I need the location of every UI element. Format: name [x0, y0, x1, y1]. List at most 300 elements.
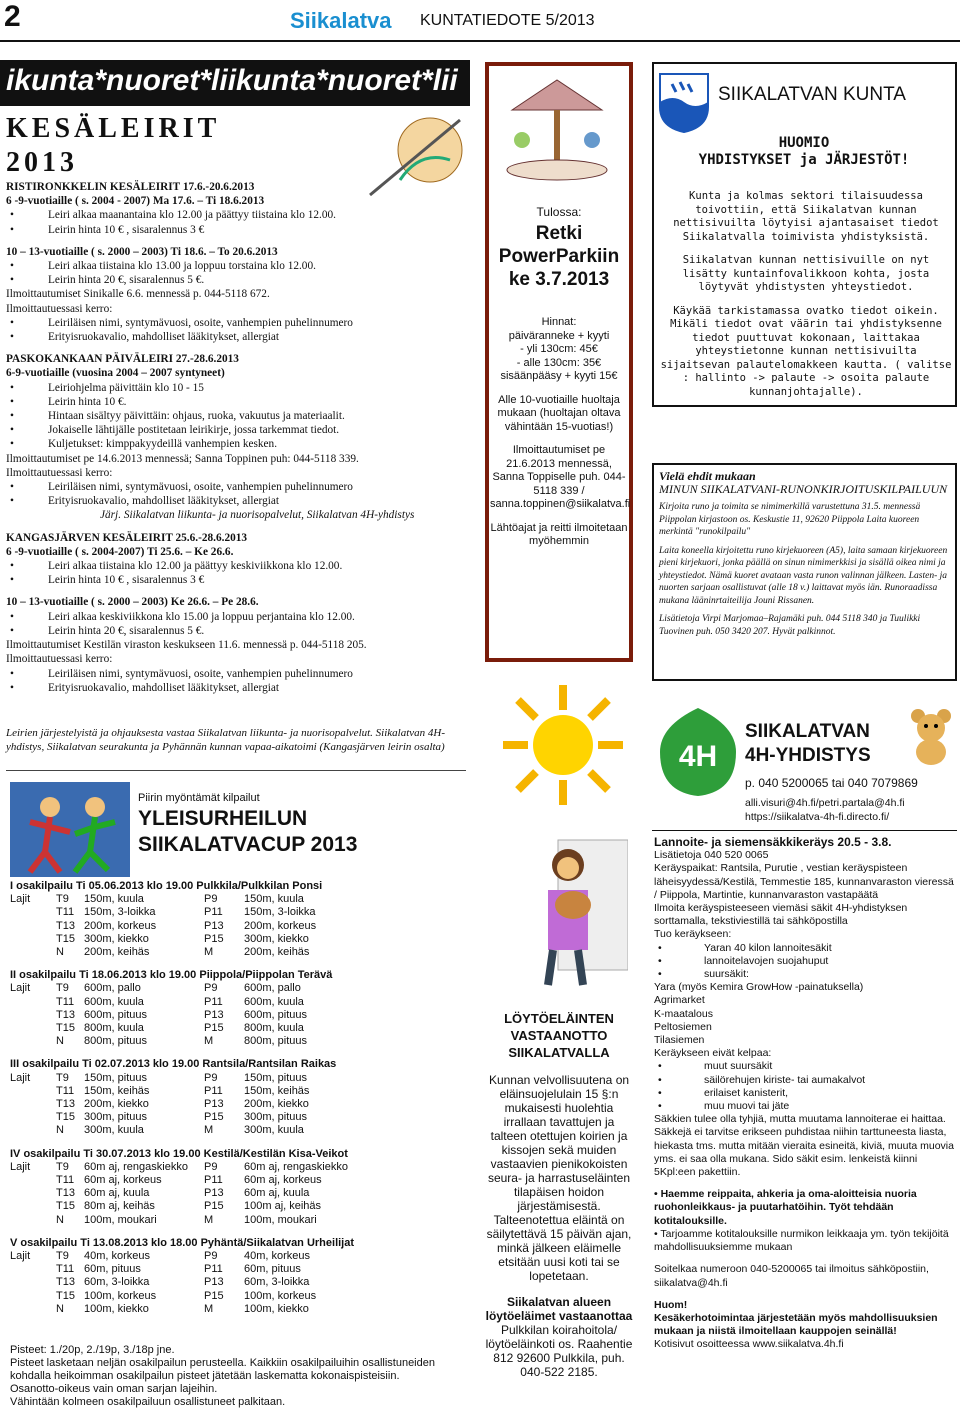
collection-line: K-maatalous	[654, 1007, 713, 1020]
cup-cell: 200m, korkeus	[84, 919, 157, 932]
trip-line: Lähtöajat ja reitti ilmoitetaan myöhemmin	[490, 521, 628, 547]
cup-cell: 300m, pituus	[244, 1111, 307, 1124]
cup-cell: Lajit	[10, 1160, 31, 1173]
cup-event-row	[10, 1214, 470, 1227]
spacer	[10, 959, 470, 969]
spacer	[6, 523, 466, 531]
cup-cell: 800m, kuula	[84, 1022, 144, 1035]
cup-cell: P15	[204, 932, 224, 945]
cup-cell	[10, 920, 56, 933]
camp-heading	[6, 112, 220, 180]
cup-cell	[10, 1263, 56, 1276]
camp-line: • Erityisruokavalio, mahdolliset lääkitykset, allergiat	[6, 330, 466, 344]
cup-cell: T15	[56, 1022, 75, 1035]
camp-heading-line: KESÄLEIRIT	[6, 113, 221, 144]
cup-cell: 800m, pituus	[244, 1035, 307, 1048]
cup-cell: 200m, kiekko	[244, 1098, 309, 1111]
cup-round-heading: I osakilpailu Ti 05.06.2013 klo 19.00 Pulkkila/Pulkkilan Ponsi	[10, 880, 323, 892]
cup-cell	[10, 1174, 56, 1187]
cup-event-row	[10, 1035, 470, 1048]
cup-cell: N	[56, 1213, 64, 1226]
cup-cell	[10, 933, 56, 946]
cup-event-row	[10, 906, 470, 919]
runners-illustration	[10, 782, 130, 877]
cup-cell: Lajit	[10, 893, 31, 906]
cup-cell: P9	[204, 1160, 218, 1173]
cup-cell: P9	[204, 982, 218, 995]
cup-cell: 200m, keihäs	[244, 946, 310, 959]
cup-cell: 60m aj, korkeus	[244, 1174, 322, 1187]
collection-line: Yara (myös Kemira GrowHow -painatuksella)	[654, 981, 864, 994]
cup-cell	[10, 1098, 56, 1111]
cup-cell: 600m, kuula	[84, 995, 144, 1008]
trip-line: - alle 130cm: 35€	[516, 356, 602, 369]
cup-cell: 300m, kuula	[244, 1124, 304, 1137]
cup-cell: 150m, keihäs	[244, 1084, 310, 1097]
cup-event-row	[10, 920, 470, 933]
spacer	[490, 384, 628, 394]
cup-cell: P13	[204, 919, 224, 932]
4h-email[interactable]: alli.visuri@4h.fi/petri.partala@4h.fi	[745, 797, 905, 809]
camps-footnote: Leirien järjestelyistä ja ohjauksesta vastaa Siikalatvan liikunta- ja nuorisopalvelut. Siikalatvan 4H-yhdistys, Siikalatvan seurakunta ja Pyhännän kunnan vapaa-aikatoimi (Kangasjärven leirin osalta)	[6, 727, 446, 753]
collection-line: Agrimarket	[654, 994, 705, 1007]
cup-cell: T11	[56, 1263, 75, 1276]
camp-line: • Jokaiselle lähtijälle postitetaan leirikirje, jossa tarkemmat tiedot.	[6, 423, 466, 437]
collection-line: Lisätietoja 040 520 0065	[654, 849, 769, 862]
cup-cell: M	[204, 1302, 214, 1315]
cup-cell: 60m aj, korkeus	[84, 1174, 162, 1187]
collection-line: • säilörehujen kiriste- tai aumakalvot	[654, 1074, 954, 1087]
cup-cell: M	[204, 1213, 214, 1226]
collection-line: • muu muovi tai jäte	[654, 1100, 954, 1113]
lost-animals	[485, 1010, 633, 1379]
cup-cell: 60m aj, kuula	[244, 1187, 310, 1200]
cup-cell: Lajit	[10, 982, 31, 995]
collection-line: Keräyspaikat: Rantsila, Purutie , vestian keräyspisteen läheisyydessä/Kestilä, Temmestie 185, kunnanvaraston vieressä / Piippola, Martintie, kunnanvaraston vastapäätä	[654, 862, 954, 901]
cup-cell: M	[204, 1124, 214, 1137]
cup-cell: 60m, pituus	[84, 1263, 141, 1276]
cup-cell: Lajit	[10, 1071, 31, 1084]
divider	[6, 770, 466, 771]
cup-cell: 150m, 3-loikka	[244, 906, 316, 919]
cup-cell: P13	[204, 1098, 224, 1111]
collection-line: Keräykseen eivät kelpaa:	[654, 1047, 772, 1060]
cup-event-row	[10, 933, 470, 946]
cup-cell: 150m, 3-loikka	[84, 906, 156, 919]
cup-cell: 60m aj, kuula	[84, 1187, 150, 1200]
trip-upcoming: Tulossa:	[536, 205, 582, 219]
spacer	[6, 587, 466, 595]
trip-line: Alle 10-vuotiaille huoltaja mukaan (huoltajan oltava vähintään 15-vuotias!)	[497, 393, 621, 433]
cup-cell: 600m, pituus	[84, 1008, 147, 1021]
cup-cell: P13	[204, 1276, 224, 1289]
contest-paragraph: Lisätietoja Virpi Marjomaa–Rajamäki puh. 044 5118 340 ja Tuulikki Tuovinen puh. 050 3420 207. Hyvät palkinnot.	[659, 614, 921, 637]
cup-cell: Lajit	[10, 1250, 31, 1263]
cup-cell	[10, 1187, 56, 1200]
contest-paragraph: Kirjoita runo ja toimita se nimimerkillä varustettuna 31.5. mennessä Piippolan kirjastoon os. Keskustie 11, 92620 Piippola Laita kuoreen merkintä "runokilpailu"	[659, 502, 921, 537]
cup-event-row	[10, 1098, 470, 1111]
cup-cell: T9	[56, 1071, 69, 1084]
cup-cell	[10, 1214, 56, 1227]
cup-event-row	[10, 1009, 470, 1022]
cup-event-row	[10, 1111, 470, 1124]
collection-line: Kotisivut osoitteessa www.siikalatva.4h.fi	[654, 1338, 844, 1351]
camp-line: 10 – 13-vuotiaille ( s. 2000 – 2003) Ke 26.6. – Pe 28.6.	[6, 596, 259, 609]
cup-cell: T9	[56, 982, 69, 995]
sack-collection	[654, 836, 954, 1352]
bear-mascot-icon	[906, 706, 956, 766]
cup-points-line: Pisteet: 1./20p, 2./19p, 3./18p jne.	[10, 1344, 175, 1356]
cup-cell: 200m, keihäs	[84, 946, 150, 959]
cup-event-row	[10, 982, 470, 995]
cup-cell: T13	[56, 1276, 75, 1289]
lost-animals-title: LÖYTÖELÄINTEN	[504, 1011, 614, 1026]
contest-title: MINUN SIIKALATVANI-RUNONKIRJOITUSKILPAILUUN	[659, 481, 948, 496]
camp-line: • Leiri alkaa tiistaina klo 12.00 ja päättyy keskiviikkona klo 12.00.	[6, 559, 466, 573]
cup-cell: P13	[204, 1187, 224, 1200]
cup-title-line: YLEISURHEILUN	[138, 807, 308, 830]
header-rule	[0, 40, 960, 42]
cup-cell: P11	[204, 1263, 223, 1276]
cup-event-row	[10, 1290, 470, 1303]
cup-cell: N	[56, 946, 64, 959]
cup-event-row	[10, 1250, 470, 1263]
4h-title	[745, 720, 871, 768]
cup-event-row	[10, 1263, 470, 1276]
page-number: 2	[4, 0, 21, 33]
camp-line: Ilmoittautuessasi kerro:	[6, 466, 113, 479]
carousel-illustration	[492, 70, 622, 190]
camp-line: Ilmoittautuessasi kerro:	[6, 302, 113, 315]
cup-round-heading: II osakilpailu Ti 18.06.2013 klo 19.00 Piippola/Piippolan Terävä	[10, 969, 333, 982]
cup-cell	[10, 1009, 56, 1022]
camp-listing	[6, 180, 466, 695]
cup-cell: 200m, kiekko	[84, 1098, 149, 1111]
spacer	[490, 512, 628, 522]
cup-title-line: SIIKALATVACUP 2013	[138, 833, 358, 856]
camp-line: Ilmoittautumiset Kestilän viraston keskukseen 11.6. mennessä p. 044-5118 205.	[6, 639, 367, 652]
cup-cell: T15	[56, 1289, 75, 1302]
camp-line: 6 -9-vuotiaille ( s. 2004-2007) Ti 25.6. – Ke 26.6.	[6, 545, 234, 558]
collection-line: Tilasiemen	[654, 1034, 705, 1047]
cup-cell: P11	[204, 1084, 223, 1097]
cup-event-row	[10, 946, 470, 959]
notice-title-line: HUOMIO	[778, 135, 830, 151]
cup-cell: 100m, korkeus	[84, 1289, 157, 1302]
camp-line: 6-9-vuotiaille (vuosina 2004 – 2007 syntyneet)	[6, 367, 225, 380]
cup-round-heading: III osakilpailu Ti 02.07.2013 klo 19.00 Rantsila/Rantsilan Raikas	[10, 1058, 337, 1071]
cup-cell: 60m aj, rengaskiekko	[244, 1160, 348, 1173]
cup-subtitle: Piirin myöntämät kilpailut	[138, 792, 260, 804]
camp-line: • Leirin hinta 20 €, sisaralennus 5 €.	[6, 273, 466, 287]
4h-website[interactable]: https://siikalatva-4h-fi.directo.fi/	[745, 811, 890, 823]
cup-cell	[10, 1290, 56, 1303]
collection-line: Huom!	[654, 1298, 688, 1311]
cup-cell: P11	[204, 906, 223, 919]
camp-line: RISTIRONKKELIN KESÄLEIRIT 17.6.-20.6.2013	[6, 181, 255, 193]
cup-cell: 200m, korkeus	[244, 919, 317, 932]
camp-line: PASKOKANKAAN PÄIVÄLEIRI 27.-28.6.2013	[6, 353, 239, 366]
collection-line: • Haemme reippaita, ahkeria ja oma-aloitteisia nuoria ruohonleikkaus- ja puutarhatöihin. Työt tehdään kotitalouksille.	[654, 1188, 917, 1227]
trip-line: - yli 130cm: 45€	[520, 343, 598, 355]
cup-cell: T9	[56, 893, 69, 906]
cup-cell: P9	[204, 1250, 218, 1263]
cup-points-line: Vähintään kolmeen osakilpailuun osallistuneet palkitaan.	[10, 1396, 286, 1408]
camp-line: • Leiriläisen nimi, syntymävuosi, osoite, vanhempien puhelinnumero	[6, 316, 466, 330]
camp-line: • Kuljetukset: kimppakyydeillä vanhempien kesken.	[6, 437, 466, 451]
camp-line: Ilmoittautumiset pe 14.6.2013 mennessä; Sanna Toppinen puh: 044-5118 339.	[6, 452, 359, 465]
trip-details	[490, 316, 631, 549]
cup-event-row	[10, 1200, 470, 1213]
camp-line: • Hintaan sisältyy päivittäin: ohjaus, ruoka, vakuutus ja materiaalit.	[6, 409, 466, 423]
camp-line: • Leirin hinta 10 €.	[6, 395, 466, 409]
4h-logo-icon	[658, 706, 738, 798]
camp-line: • Leiri alkaa tiistaina klo 13.00 ja loppuu torstaina klo 12.00.	[6, 259, 466, 273]
cup-cell: 600m, kuula	[244, 995, 304, 1008]
cup-cell: T11	[56, 906, 75, 919]
cup-cell: T13	[56, 1098, 75, 1111]
cup-event-row	[10, 1174, 470, 1187]
cup-cell	[10, 1200, 56, 1213]
spacer	[654, 1290, 954, 1299]
cup-cell: N	[56, 1302, 64, 1315]
cup-cell: P9	[204, 893, 218, 906]
cup-cell: 300m, kiekko	[84, 932, 149, 945]
collection-line: Peltosiemen	[654, 1020, 712, 1033]
sun-illustration	[498, 680, 628, 810]
camp-line: 6 -9-vuotiaille ( s. 2004 - 2007) Ma 17.6. – Ti 18.6.2013	[6, 195, 265, 208]
trip-line: päiväranneke + kyyti	[508, 329, 610, 342]
cup-cell: T11	[56, 995, 75, 1008]
cup-cell: T11	[56, 1174, 75, 1187]
cup-cell: P9	[204, 1071, 218, 1084]
municipality-name: SIIKALATVAN KUNTA	[718, 84, 906, 105]
cup-cell: 600m, pallo	[244, 982, 301, 995]
notice-paragraph: Käykää tarkistamassa ovatko tiedot oikein. Mikäli tiedot ovat väärin tai yhdistyksenne tiedot puuttuvat kokonaan, laittakaa yhteystietonne kunnan nettisivuilta sijaitsevan palautelomakkeen kautta. ( valitse : hallinto -> palaute -> osoita palaute kunnanjohtajalle).	[660, 304, 952, 398]
cup-event-row	[10, 1072, 470, 1085]
cup-cell: P15	[204, 1111, 224, 1124]
camp-line: Ilmoittautumiset Sinikalle 6.6. mennessä p. 044-5118 672.	[6, 288, 270, 301]
cup-cell: 100m, kiekko	[84, 1302, 149, 1315]
trip-line: Hinnat:	[541, 316, 577, 328]
cup-cell: T13	[56, 919, 75, 932]
collection-line: Ilmoita keräyspisteeseen viemäsi säkit 4H-yhdistyksen sorttamalla, tekstiviestillä tai sähköpostilla	[654, 902, 908, 928]
cup-event-row	[10, 1022, 470, 1035]
camp-line: Ilmoittautuessasi kerro:	[6, 653, 113, 666]
girl-with-dog-illustration	[518, 830, 628, 990]
cup-cell	[10, 946, 56, 959]
cup-cell: 100m, korkeus	[244, 1289, 317, 1302]
cup-cell	[10, 1035, 56, 1048]
cup-cell: 300m, pituus	[84, 1111, 147, 1124]
4h-title-line: 4H-YHDISTYS	[745, 745, 871, 766]
cup-points	[10, 1344, 470, 1409]
cup-event-row	[10, 893, 470, 906]
cup-cell: 300m, kiekko	[244, 932, 309, 945]
spacer	[654, 1179, 954, 1188]
camp-line: • Leiriläisen nimi, syntymävuosi, osoite, vanhempien puhelinnumero	[6, 480, 466, 494]
cup-cell	[10, 1022, 56, 1035]
cup-points-line: Osanotto-oikeus vain oman sarjan lajeihin.	[10, 1383, 218, 1395]
camp-line: • Leirin hinta 10 € , sisaralennus 3 €	[6, 223, 466, 237]
collection-line: • Tarjoamme kotitalouksille nurmikon leikkaaja ym. työn tekijöitä mahdollisuuksiemme mukaan	[654, 1227, 949, 1254]
cup-cell: T13	[56, 1187, 75, 1200]
notice-body	[660, 190, 952, 399]
coat-of-arms-icon	[658, 72, 710, 134]
spacer	[10, 1138, 470, 1148]
cup-cell: P15	[204, 1200, 224, 1213]
camp-heading-year: 2013	[6, 147, 78, 178]
camp-line: • Leiri alkaa maanantaina klo 12.00 ja päättyy tiistaina klo 12.00.	[6, 208, 466, 222]
cup-cell: T15	[56, 932, 75, 945]
cup-cell: 800m, pituus	[84, 1035, 147, 1048]
cup-cell: 600m, pituus	[244, 1008, 307, 1021]
cup-cell: 100m, moukari	[84, 1213, 157, 1226]
collection-line: • lannoitelavojen suojahuput	[654, 955, 954, 968]
camp-line: KANGASJÄRVEN KESÄLEIRIT 25.6.-28.6.2013	[6, 531, 248, 544]
camp-line: • Leirin hinta 20 €, sisaralennus 5 €.	[6, 624, 466, 638]
notice-paragraph: Kunta ja kolmas sektori tilaisuudessa toivottiin, että Siikalatvan kunnan nettisivuilta löytyisi ajantasaiset tiedot Siikalatvalla toimivista yhdistyksistä.	[673, 190, 939, 243]
cup-cell: T15	[56, 1200, 75, 1213]
cup-event-row	[10, 1187, 470, 1200]
cup-cell	[10, 1085, 56, 1098]
cup-cell: 80m aj, keihäs	[84, 1200, 155, 1213]
cup-cell: 150m, kuula	[84, 893, 144, 906]
contest-kicker: Vielä ehdit mukaan	[659, 469, 756, 483]
cup-cell: T11	[56, 1084, 75, 1097]
cup-cell: 60m aj, rengaskiekko	[84, 1160, 188, 1173]
youth-banner: ikunta*nuoret*liikunta*nuoret*lii	[0, 60, 470, 106]
divider	[652, 830, 957, 831]
collection-line: • muut suursäkit	[654, 1060, 954, 1073]
cup-round-heading: V osakilpailu Ti 13.08.2013 klo 18.00 Pyhäntä/Siikalatvan Urheilijat	[10, 1236, 355, 1249]
collection-title: Lannoite- ja siemensäkkikeräys 20.5 - 3.8.	[654, 835, 892, 849]
cup-cell: 40m, korkeus	[244, 1250, 311, 1263]
svg-text:4H: 4H	[678, 740, 718, 773]
cup-cell: T9	[56, 1250, 69, 1263]
4h-title-line: SIIKALATVAN	[745, 721, 870, 742]
cup-schedule	[10, 880, 470, 1316]
newsletter-brand: Siikalatva	[290, 8, 392, 33]
cup-cell: N	[56, 1035, 64, 1048]
cup-cell: M	[204, 946, 214, 959]
cup-cell: 60m, 3-loikka	[84, 1276, 150, 1289]
poetry-contest	[652, 463, 957, 681]
cup-cell	[10, 906, 56, 919]
trip-line: sisäänpääsy + kyyti 15€	[500, 370, 618, 382]
cup-cell: 100m aj, keihäs	[244, 1200, 322, 1213]
cup-cell: N	[56, 1124, 64, 1137]
collection-line: Tuo keräykseen:	[654, 928, 732, 941]
cup-cell: T15	[56, 1111, 75, 1124]
collection-line: Soitelkaa numeroon 040-5200065 tai ilmoitus sähköpostiin, siikalatva@4h.fi	[654, 1263, 929, 1289]
collection-line: Säkkien tulee olla tyhjiä, mutta muutama lannoiterae ei haittaa. Säkkejä ei tarvitse erikseen puhdistaa niihin tarttuneesta liasta, hiekasta tms. mutta mitään vieraita esineitä, kiviä, muuta muovia yms. ei saa olla mukana. Sido säkit esim. lenkeistä kiinni 5Kpl:een pakettiin.	[654, 1113, 954, 1179]
cup-cell: 60m, 3-loikka	[244, 1276, 310, 1289]
cup-cell: P11	[204, 1174, 223, 1187]
lost-animals-title: VASTAANOTTO	[510, 1028, 608, 1043]
trip-line: Ilmoittautumiset pe 21.6.2013 mennessä, Sanna Toppiselle puh. 044-5118 339 / sanna.toppinen@siikalatva.fi	[490, 444, 631, 510]
cup-cell: 150m, pituus	[84, 1071, 147, 1084]
cup-cell: T9	[56, 1160, 69, 1173]
notice-paragraph: Siikalatvan kunnan nettisivuille on nyt lisätty kuntainfovalikkoon kohta, josta löytyvät yhdistysten yhteystiedot.	[682, 254, 930, 293]
camp-line: • Leiri alkaa keskiviikkona klo 15.00 ja loppuu perjantaina klo 12.00.	[6, 610, 466, 624]
trip-title-line: ke 3.7.2013	[508, 269, 610, 290]
4h-links	[745, 796, 905, 824]
cup-cell: 100m, moukari	[244, 1213, 317, 1226]
camp-line: • Erityisruokavalio, mahdolliset lääkitykset, allergiat	[6, 494, 466, 508]
cup-points-line: Pisteet lasketaan neljän osakilpailun perusteella. Kaikkiin osakilpailuihin osallistuneiden kohdalla heikoimman osakilpailun pisteet jätetään laskematta kokonaispisteisiin.	[10, 1357, 435, 1382]
camp-line: • Leiriohjelma päivittäin klo 10 - 15	[6, 381, 466, 395]
contest-paragraph: Laita koneella kirjoitettu runo kirjekuoreen (A5), laita samaan kirjekuoreen pieni kirjekuori, jonka päällä on sinun nimimerkkisi ja sisällä oikea nimi ja yhteystiedot. Nämä kuoret avataan vasta runon valinnan jälkeen. Lasten- ja nuorten sarjaan osallistuvat (alle 18 v.) laittavat myös iän. Runoraadissa mukana lääninrtaiteilija Jouni Rissanen.	[659, 545, 948, 606]
notice-title-line: YHDISTYKSET ja JÄRJESTÖT!	[698, 152, 910, 168]
lost-animals-title: SIIKALATVALLA	[508, 1045, 610, 1060]
cup-cell	[10, 1276, 56, 1289]
cup-cell: P13	[204, 1008, 224, 1021]
spacer	[10, 1227, 470, 1237]
spacer	[654, 1254, 954, 1263]
lost-animals-footer: Pulkkilan koirahoitola/ löytöeläinkoti os. Raahentie 812 92600 Pulkkila, puh. 040-522 2185.	[485, 1323, 633, 1379]
cup-event-row	[10, 1161, 470, 1174]
spacer	[10, 1048, 470, 1058]
lost-animals-footer-title: Siikalatvan alueen löytöeläimet vastaanottaa	[485, 1295, 633, 1323]
lost-animals-body: Kunnan velvollisuutena on eläinsuojelulain 15 §:n mukaisesti huolehtia irrallaan tavattujen ja talteen otettujen koirien ja kissojen sekä muiden vastaavien pienikokoisten seura- ja harrastuseläinten tilapäisen hoidon järjestämisestä. Talteenotettua eläintä on säilytettävä 15 päivän ajan, minkä jälkeen eläimelle etsitään uusi koti tai se lopetetaan.	[486, 1073, 632, 1283]
collection-line: • erilaiset kanisterit,	[654, 1087, 954, 1100]
cup-event-row	[10, 1276, 470, 1289]
cup-cell: T13	[56, 1008, 75, 1021]
4h-phone: p. 040 5200065 tai 040 7079869	[745, 776, 918, 790]
issue-label: KUNTATIEDOTE 5/2013	[420, 12, 595, 29]
cup-event-row	[10, 1124, 470, 1137]
trip-title	[485, 222, 633, 291]
cup-event-row	[10, 1085, 470, 1098]
cup-cell: 800m, kuula	[244, 1022, 304, 1035]
cup-cell: 60m, pituus	[244, 1263, 301, 1276]
camp-line: • Leirin hinta 10 € , sisaralennus 3 €	[6, 573, 466, 587]
collection-line: Kesäkerhotoimintaa järjestetään myös mahdollisuuksien mukaan ja niistä ilmoitellaan kauppojen seinällä!	[654, 1311, 938, 1338]
cup-cell: 150m, pituus	[244, 1071, 307, 1084]
camp-line: 10 – 13-vuotiaille ( s. 2000 – 2003) Ti 18.6. – To 20.6.2013	[6, 245, 278, 258]
cup-round-heading: IV osakilpailu Ti 30.07.2013 klo 19.00 Kestilä/Kestilän Kisa-Veikot	[10, 1147, 348, 1160]
cup-cell	[10, 1124, 56, 1137]
notice-title	[654, 135, 954, 169]
cup-cell: P15	[204, 1289, 224, 1302]
trip-title-line: Retki	[535, 223, 583, 244]
cup-event-row	[10, 996, 470, 1009]
cup-cell: 40m, korkeus	[84, 1250, 151, 1263]
cup-cell: P15	[204, 1022, 224, 1035]
collection-line: • suursäkit:	[654, 968, 954, 981]
cup-cell	[10, 1303, 56, 1316]
spacer	[6, 344, 466, 352]
spacer	[6, 237, 466, 245]
cup-cell: M	[204, 1035, 214, 1048]
camp-line: Järj. Siikalatvan liikunta- ja nuorisopalvelut, Siikalatvan 4H-yhdistys	[100, 509, 415, 522]
spacer	[490, 434, 628, 444]
cup-title	[138, 806, 357, 858]
cup-cell	[10, 1111, 56, 1124]
camp-line: • Erityisruokavalio, mahdolliset lääkitykset, allergiat	[6, 681, 466, 695]
cup-cell: 150m, keihäs	[84, 1084, 150, 1097]
camp-line: • Leiriläisen nimi, syntymävuosi, osoite, vanhempien puhelinnumero	[6, 667, 466, 681]
cup-cell: P11	[204, 995, 223, 1008]
cup-cell: 300m, kuula	[84, 1124, 144, 1137]
cup-cell	[10, 996, 56, 1009]
cup-cell: 100m, kiekko	[244, 1302, 309, 1315]
cup-cell: 600m, pallo	[84, 982, 141, 995]
trip-title-line: PowerParkiin	[498, 246, 620, 267]
cup-cell: 150m, kuula	[244, 893, 304, 906]
cup-event-row	[10, 1303, 470, 1316]
